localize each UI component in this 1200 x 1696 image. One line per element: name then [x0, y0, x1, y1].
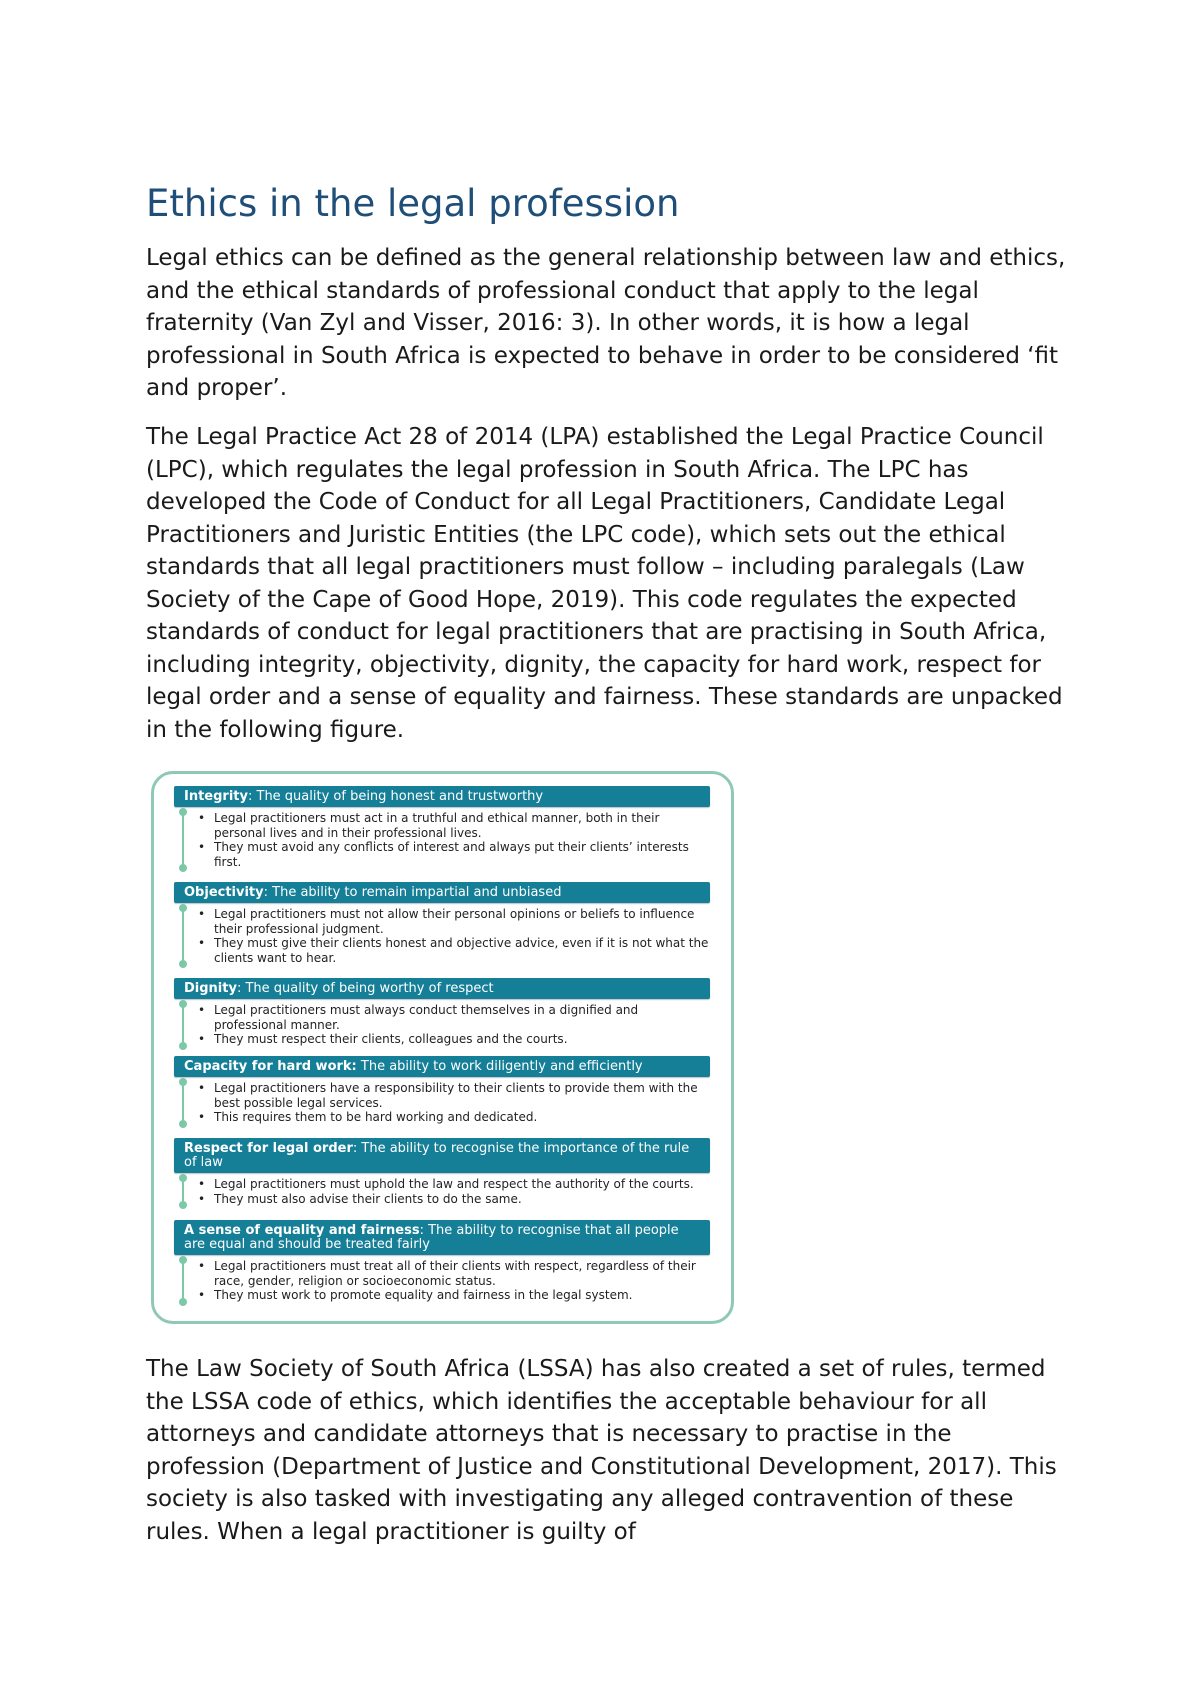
- section-term: Objectivity: [184, 885, 264, 900]
- section-term: Integrity: [184, 789, 248, 804]
- bullet-item: • They must work to promote equality and fairness in the legal system.: [190, 1288, 710, 1303]
- figure-section-hard-work: [174, 1056, 710, 1125]
- bullet-item: • Legal practitioners must act in a truthful and ethical manner, both in their personal lives and in their professional lives.: [190, 811, 710, 840]
- section-definition: The ability to work diligently and efficiently: [356, 1059, 643, 1074]
- section-header: [174, 882, 710, 903]
- section-header: [174, 1056, 710, 1077]
- figure-section-equality: [174, 1220, 710, 1303]
- section-term: Respect for legal order: [184, 1141, 353, 1156]
- section-bullets: [174, 1177, 710, 1206]
- section-header: [174, 1138, 710, 1173]
- lpa-paragraph: The Legal Practice Act 28 of 2014 (LPA) established the Legal Practice Council (LPC), which regulates the legal profession in South Africa. The LPC has developed the Code of Conduct for all Legal Practitioners, Candidate Legal Practitioners and Juristic Entities (the LPC code), which sets out the ethical standards that all legal practitioners must follow – including paralegals (Law Society of the Cape of Good Hope, 2019). This code regulates the expected standards of conduct for legal practitioners that are practising in South Africa, including integrity, objectivity, dignity, the capacity for hard work, respect for legal order and a sense of equality and fairness. These standards are unpacked in the following figure.: [146, 424, 1063, 743]
- bullet-item: • Legal practitioners must uphold the law and respect the authority of the courts.: [190, 1177, 710, 1192]
- figure-section-dignity: [174, 978, 710, 1047]
- bullet-item: • They must respect their clients, colleagues and the courts.: [190, 1032, 710, 1047]
- section-definition: : The ability to recognise that all people are equal and should be treated fairly: [184, 1223, 679, 1252]
- section-header: [174, 786, 710, 807]
- timeline-connector: [182, 811, 184, 869]
- section-bullets: [174, 1259, 710, 1303]
- section-definition: : The ability to remain impartial and unbiased: [263, 885, 562, 900]
- section-term: Dignity: [184, 981, 237, 996]
- section-header: [174, 978, 710, 999]
- bullet-item: • They must give their clients honest and objective advice, even if it is not what the clients want to hear.: [190, 936, 710, 965]
- timeline-connector: [182, 1003, 184, 1047]
- bullet-item: • Legal practitioners must not allow their personal opinions or beliefs to influence their professional judgment.: [190, 907, 710, 936]
- bullet-item: • They must avoid any conflicts of interest and always put their clients’ interests first.: [190, 840, 710, 869]
- section-definition: : The ability to recognise the importance of the rule of law: [184, 1141, 690, 1170]
- section-bullets: [174, 1081, 710, 1125]
- section-bullets: [174, 907, 710, 965]
- figure-section-integrity: [174, 786, 710, 869]
- lssa-paragraph: The Law Society of South Africa (LSSA) has also created a set of rules, termed the LSSA code of ethics, which identifies the acceptable behaviour for all attorneys and candidate attorneys that is necessary to practise in the profession (Department of Justice and Constitutional Development, 2017). This society is also tasked with investigating any alleged contravention of these rules. When a legal practitioner is guilty of: [146, 1356, 1057, 1545]
- timeline-connector: [182, 1081, 184, 1125]
- timeline-connector: [182, 1259, 184, 1303]
- section-definition: : The quality of being honest and trustworthy: [247, 789, 544, 804]
- figure-section-legal-order: [174, 1138, 710, 1206]
- section-term: Capacity for hard work:: [184, 1059, 357, 1074]
- bullet-item: • Legal practitioners have a responsibility to their clients to provide them with the best possible legal services.: [190, 1081, 710, 1110]
- intro-paragraph: Legal ethics can be defined as the general relationship between law and ethics, and the ethical standards of professional conduct that apply to the legal fraternity (Van Zyl and Visser, 2016: 3). In other words, it is how a legal professional in South Africa is expected to behave in order to be considered ‘fit and proper’.: [146, 245, 1066, 401]
- section-bullets: [174, 1003, 710, 1047]
- timeline-connector: [182, 1177, 184, 1206]
- ethics-standards-figure: [151, 771, 734, 1324]
- section-header: [174, 1220, 710, 1255]
- section-bullets: [174, 811, 710, 869]
- section-term: A sense of equality and fairness: [184, 1223, 420, 1238]
- section-definition: : The quality of being worthy of respect: [236, 981, 494, 996]
- page-title: Ethics in the legal profession: [146, 182, 680, 225]
- bullet-item: • This requires them to be hard working and dedicated.: [190, 1110, 710, 1125]
- bullet-item: • Legal practitioners must always conduct themselves in a dignified and professional manner.: [190, 1003, 710, 1032]
- figure-section-objectivity: [174, 882, 710, 965]
- bullet-item: • They must also advise their clients to do the same.: [190, 1192, 710, 1207]
- timeline-connector: [182, 907, 184, 965]
- bullet-item: • Legal practitioners must treat all of their clients with respect, regardless of their race, gender, religion or socioeconomic status.: [190, 1259, 710, 1288]
